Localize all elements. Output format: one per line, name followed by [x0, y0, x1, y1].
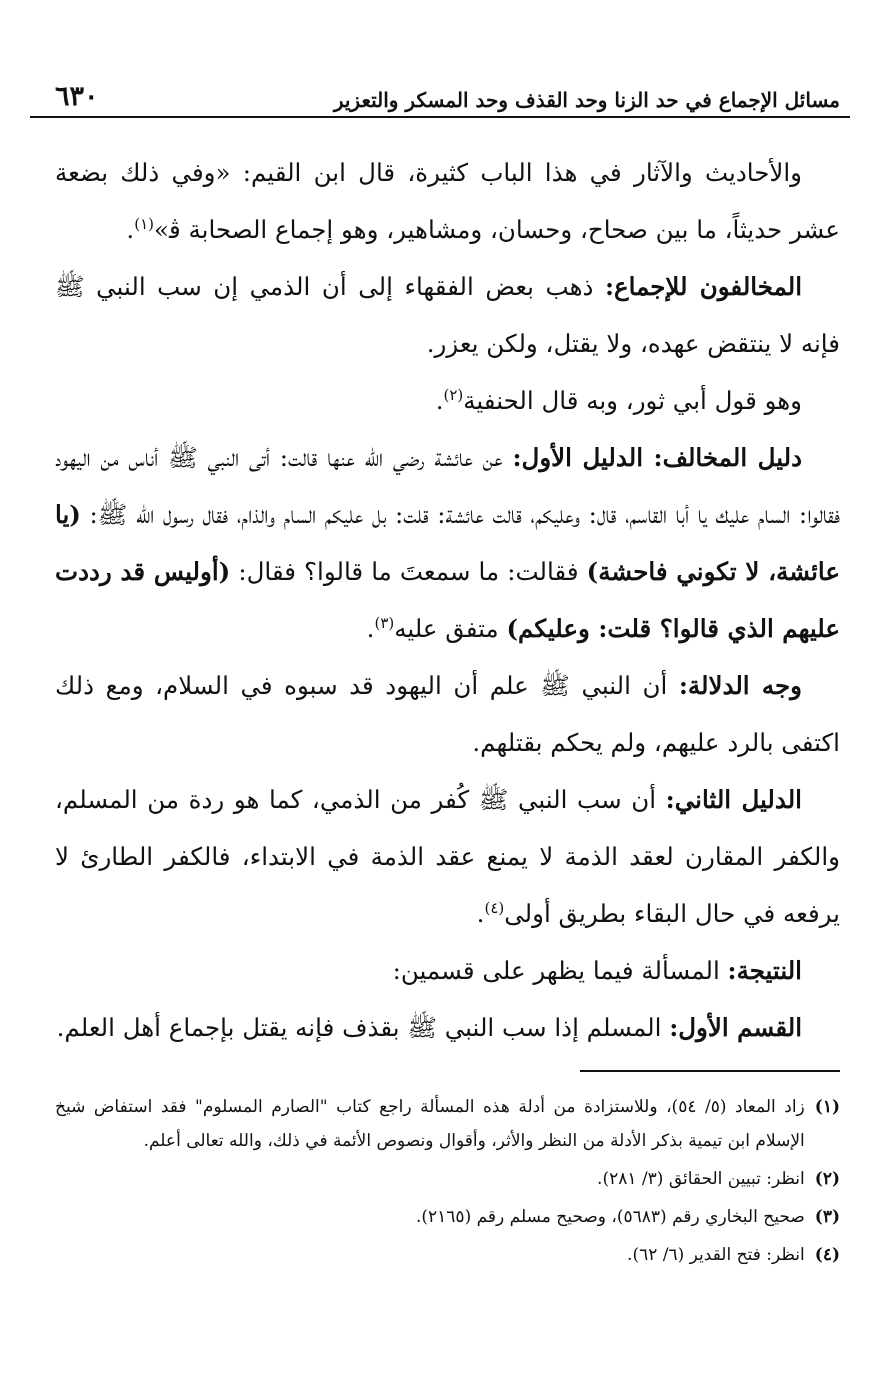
paragraph-text: والأحاديث والآثار في هذا الباب كثيرة، قال ابن القيم: «وفي ذلك بضعة عشر حديثاً، ما بين صحاح، وحسان، ومشاهير، وهو إجماع الصحابة ﭬ» — [55, 158, 840, 244]
paragraph-text: أن سب النبي ﷺ كُفر من الذمي، كما هو ردة من المسلم، والكفر المقارن لعقد الذمة لا يمنع عقد الذمة في الابتداء، فالكفر الطارئ لا يرفعه في حال البقاء بطريق أولى — [55, 785, 840, 928]
paragraph-result — [55, 942, 840, 999]
paragraph-label: النتيجة: — [727, 956, 802, 985]
footnote-ref-2[interactable]: (٢) — [443, 385, 464, 404]
footnote-text: زاد المعاد (٥/ ٥٤)، وللاستزادة من أدلة هذه المسألة راجع كتاب "الصارم المسلوم" فقد استفاض شيخ الإسلام ابن تيمية بذكر الأدلة من النظر والأثر، وأقوال ونصوص الأئمة في ذلك، والله تعالى أعلم. — [55, 1097, 805, 1151]
footnote-number: (٤) — [814, 1245, 840, 1265]
footnote-2 — [55, 1162, 840, 1196]
hadith-quote: (يا عائشة، لا تكوني فاحشة) — [55, 500, 841, 586]
footnote-number: (٣) — [814, 1207, 840, 1227]
footnote-number: (٢) — [814, 1169, 840, 1189]
paragraph-text: عن عائشة رضي الله عنها قالت: أتى النبي ﷺ أناس من اليهود فقالوا: السام عليك يا أبا القاسم، قال: وعليكم، قالت عائشة: قلت: بل عليكم السام والذام، فقال رسول الله ﷺ: — [55, 443, 840, 529]
paragraph-label: دليل المخالف: الدليل الأول: — [512, 443, 803, 472]
hadith-quote: (أوليس قد رددت عليهم الذي قالوا؟ قلت: وعليكم) — [55, 557, 840, 643]
paragraph-text: فقالت: ما سمعتَ ما قالوا؟ فقال: — [230, 557, 587, 586]
main-text — [55, 144, 840, 1056]
paragraph-label: القسم الأول: — [669, 1013, 802, 1042]
footnote-ref-4[interactable]: (٤) — [484, 898, 505, 917]
footnote-ref-3[interactable]: (٣) — [374, 613, 395, 632]
footnotes — [55, 1090, 840, 1272]
footnote-text: صحيح البخاري رقم (٥٦٨٣)، وصحيح مسلم رقم (٢١٦٥). — [415, 1207, 805, 1227]
page-number: ٦٣٠ — [55, 81, 99, 112]
footnote-4 — [55, 1238, 840, 1272]
paragraph-text: وهو قول أبي ثور، وبه قال الحنفية — [463, 386, 802, 415]
footnote-rule — [580, 1070, 840, 1072]
footnote-number: (١) — [814, 1097, 840, 1117]
paragraph-text: المسلم إذا سب النبي ﷺ بقذف فإنه يقتل بإجماع أهل العلم. — [56, 1013, 670, 1042]
footnote-text: انظر: فتح القدير (٦/ ٦٢). — [627, 1245, 805, 1265]
paragraph-label: الدليل الثاني: — [665, 785, 802, 814]
paragraph-hanafi-view: وهو قول أبي ثور، وبه قال الحنفية$^{(٢)}$. — [435, 385, 802, 415]
paragraph-first-evidence: دليل المخالف: الدليل الأول: عن عائشة رضي الله عنها قالت: أتى النبي ﷺ أناس من اليهود فقالوا: السام عليك يا أبا القاسم، قال: وعليكم، قالت عائشة: قلت: بل عليكم السام والذام، فقال رسول الله ﷺ: (يا عائشة، لا تكوني فاحشة) فقالت: ما سمعتَ ما قالوا؟ فقال: (أوليس قد رددت عليهم الذي قالوا؟ قلت: وعليكم) متفق عليه$^{(٣)}$. — [55, 443, 841, 643]
running-title: مسائل الإجماع في حد الزنا وحد القذف وحد المسكر والتعزير — [333, 88, 840, 112]
footnote-3 — [55, 1200, 840, 1234]
paragraph-opponents — [55, 258, 840, 372]
paragraph-label: المخالفون للإجماع: — [604, 272, 802, 301]
paragraph-text: المسألة فيما يظهر على قسمين: — [392, 956, 728, 985]
footnote-ref-1[interactable]: (١) — [134, 214, 154, 233]
paragraph-first-category — [55, 999, 840, 1056]
footnote-1 — [55, 1090, 840, 1158]
book-page — [55, 60, 840, 1360]
page-header — [55, 60, 840, 118]
paragraph-indication — [55, 657, 840, 771]
footnote-text: انظر: تبيين الحقائق (٣/ ٢٨١). — [597, 1169, 805, 1189]
paragraph-text: ذهب بعض الفقهاء إلى أن الذمي إن سب النبي ﷺ فإنه لا ينتقض عهده، ولا يقتل، ولكن يعزر. — [55, 272, 840, 358]
paragraph-hadith-count: والأحاديث والآثار في هذا الباب كثيرة، قال ابن القيم: «وفي ذلك بضعة عشر حديثاً، ما بين صحاح، وحسان، ومشاهير، وهو إجماع الصحابة ﭬ»$^{(١)}$. — [55, 158, 840, 244]
paragraph-text: متفق عليه — [394, 614, 507, 643]
paragraph-second-evidence: الدليل الثاني: أن سب النبي ﷺ كُفر من الذمي، كما هو ردة من المسلم، والكفر المقارن لعقد الذمة لا يمنع عقد الذمة في الابتداء، فالكفر الطارئ لا يرفعه في حال البقاء بطريق أولى$^{(٤)}$. — [55, 785, 840, 928]
paragraph-label: وجه الدلالة: — [678, 671, 802, 700]
header-rule — [30, 116, 850, 118]
paragraph-text: أن النبي ﷺ علم أن اليهود قد سبوه في السلام، ومع ذلك اكتفى بالرد عليهم، ولم يحكم بقتلهم. — [55, 671, 840, 757]
